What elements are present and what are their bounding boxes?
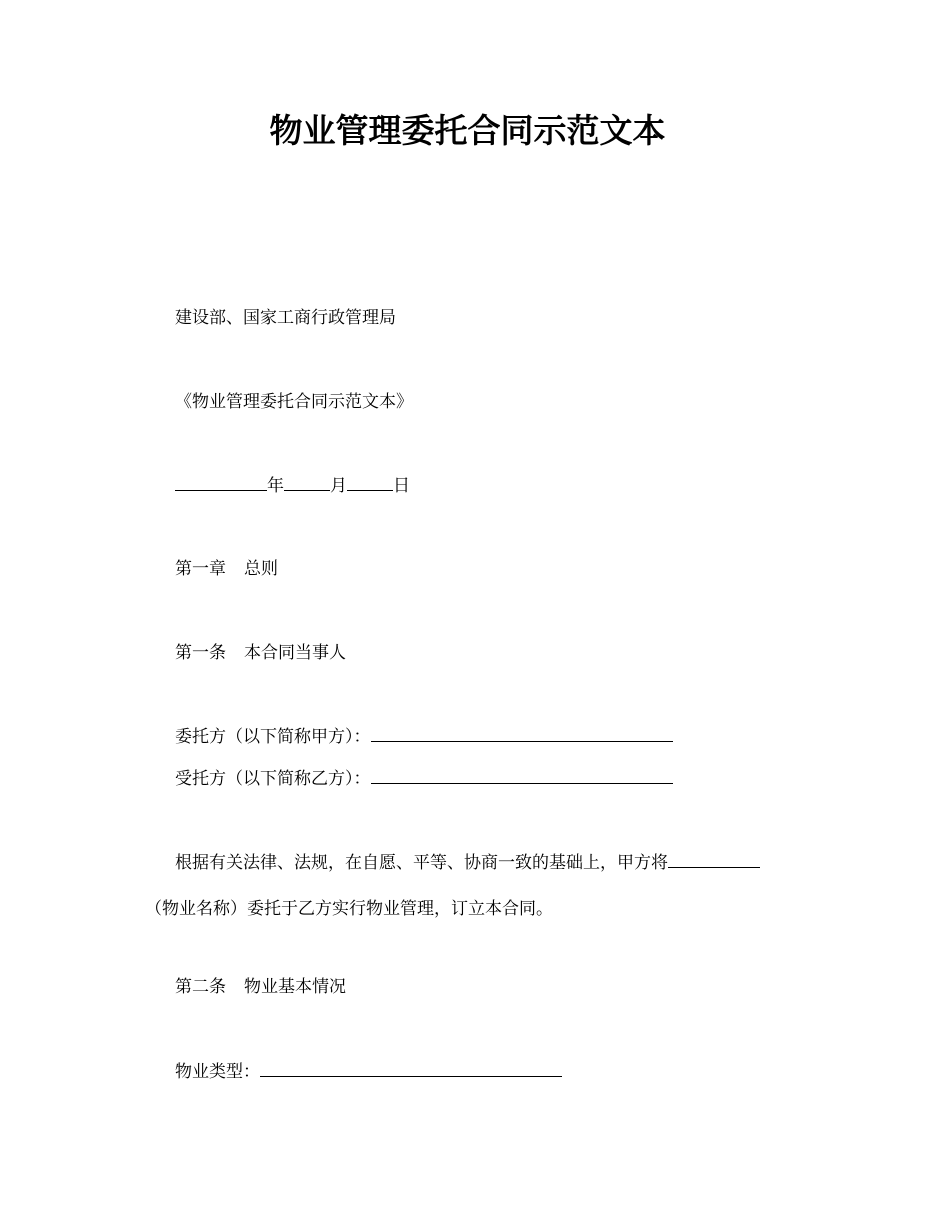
article-2-name: 物业基本情况	[244, 977, 346, 997]
article-2-heading	[175, 975, 346, 999]
property-name-blank[interactable]	[668, 850, 760, 868]
intro-line-1: 根据有关法律、法规，在自愿、平等、协商一致的基础上，甲方将	[175, 853, 668, 873]
chapter-1-number: 第一章	[175, 559, 226, 579]
year-blank[interactable]	[175, 473, 267, 491]
property-type-blank[interactable]	[260, 1059, 562, 1077]
month-blank[interactable]	[284, 473, 330, 491]
chapter-1-name: 总则	[244, 559, 278, 579]
document-title: 物业管理委托合同示范文本	[269, 111, 666, 150]
party-b-line	[175, 766, 673, 791]
year-label: 年	[267, 476, 284, 496]
day-blank[interactable]	[347, 473, 393, 491]
party-b-label: 受托方（以下简称乙方）：	[175, 769, 371, 789]
article-2-number: 第二条	[175, 977, 226, 997]
party-b-blank[interactable]	[371, 766, 673, 784]
intro-paragraph	[145, 850, 805, 921]
property-type-line	[175, 1059, 562, 1084]
article-1-name: 本合同当事人	[244, 643, 346, 663]
party-a-line	[175, 724, 673, 749]
intro-line-2: （物业名称）委托于乙方实行物业管理，订立本合同。	[145, 899, 553, 919]
property-type-label: 物业类型：	[175, 1062, 260, 1082]
month-label: 月	[330, 476, 347, 496]
day-label: 日	[393, 476, 410, 496]
party-a-blank[interactable]	[371, 724, 673, 742]
party-a-label: 委托方（以下简称甲方）：	[175, 727, 371, 747]
document-name-line: 《物业管理委托合同示范文本》	[175, 392, 413, 412]
chapter-1-heading	[175, 557, 278, 581]
article-1-heading	[175, 641, 346, 665]
date-line	[175, 473, 410, 498]
issuer-line: 建设部、国家工商行政管理局	[175, 308, 396, 328]
article-1-number: 第一条	[175, 643, 226, 663]
